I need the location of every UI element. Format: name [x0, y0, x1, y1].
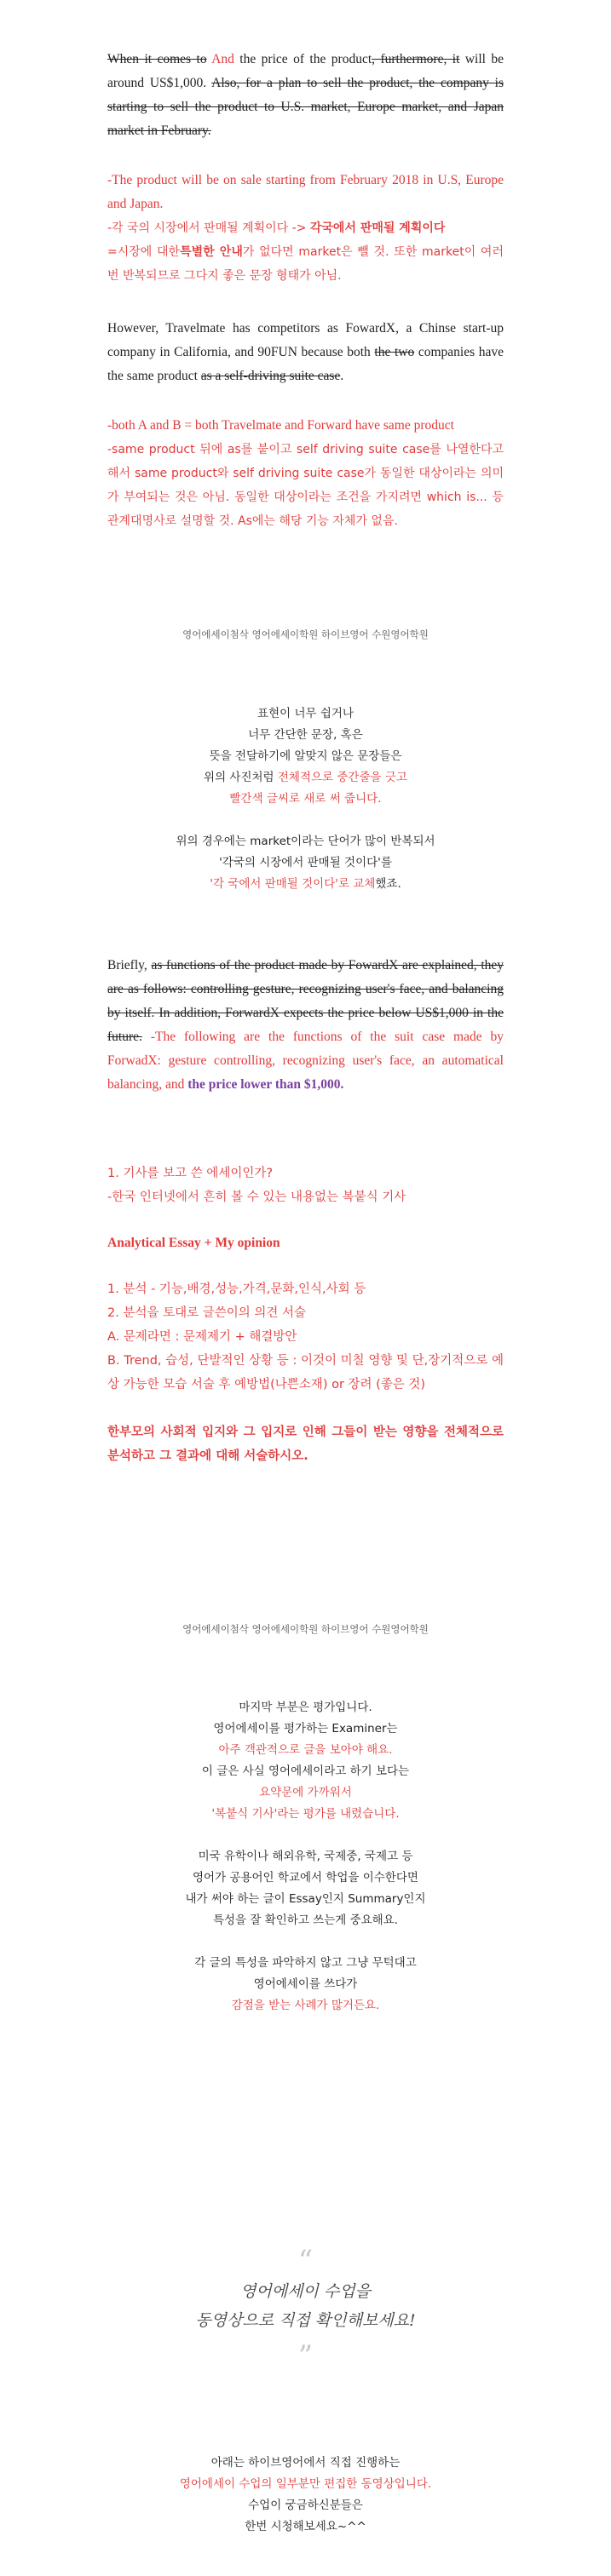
analysis-block	[107, 1162, 504, 1468]
commentary-line: 미국 유학이나 해외유학, 국제중, 국제고 등	[198, 1850, 413, 1863]
body-text: Briefly,	[107, 958, 147, 972]
commentary-line: 특성을 잘 확인하고 쓰는게 중요해요.	[212, 1913, 399, 1927]
struck-text: Also, for a plan to sell the product, the company is starting to sell the product to U.S. market, Europe market, and Japan market in February.	[107, 76, 504, 138]
inserted-text: -The following are the functions of the suit case made by ForwadX: gesture controlling, recognizing user's face, an automatical balancing, and	[107, 1030, 504, 1092]
correction-line	[107, 216, 504, 240]
commentary-line: 영어에세이를 평가하는 Examiner는	[213, 1722, 398, 1736]
struck-text: as a self-driving suite case	[200, 369, 341, 383]
correction-line	[107, 240, 504, 288]
correction-block-1	[107, 169, 504, 288]
commentary-line: 표현이 너무 쉽거나	[257, 707, 354, 720]
body-text: will be around US$1,000.	[107, 52, 504, 90]
commentary-line: 마지막 부분은 평가입니다.	[239, 1701, 372, 1714]
close-quote-icon: ”	[297, 2339, 314, 2373]
commentary-line: 빨간색 글씨로 새로 써 줍니다.	[229, 792, 382, 806]
commentary-line: '복붙식 기사'라는 평가를 내렸습니다.	[211, 1807, 400, 1821]
body-text: companies have the same product	[107, 345, 504, 383]
commentary-line: 내가 써야 하는 글이 Essay인지 Summary인지	[185, 1892, 426, 1906]
correction-text: -각 국의 시장에서 판매될 계획이다 ->	[107, 221, 307, 235]
callout-line: 동영상으로 직접 확인해보세요!	[195, 2311, 416, 2330]
correction-text: =시장에 대한	[107, 245, 181, 259]
commentary-block-2	[0, 1697, 611, 2017]
analysis-line: -한국 인터넷에서 흔히 볼 수 있는 내용없는 복붙식 기사	[107, 1190, 406, 1204]
commentary-text: 했죠.	[375, 877, 401, 891]
correction-text: 가 없다면 market은 뺄 것. 또한 market이 여러 번 반복되므로 그다지 좋은 문장 형태가 아님.	[107, 245, 504, 283]
image-caption: 영어에세이첨삭 영어에세이학원 하이브영어 수원영어학원	[182, 628, 429, 640]
commentary-highlight: '각 국에서 판매될 것이다'로 교체	[210, 877, 376, 891]
essay-paragraph-3	[107, 954, 504, 1097]
commentary-line: 수업이 궁금하신분들은	[248, 2499, 363, 2512]
commentary-block-1	[0, 703, 611, 895]
commentary-line: '각국의 시장에서 판매될 것이다'를	[219, 856, 392, 869]
commentary-line: 영어에세이 수업의 일부분만 편집한 동영상입니다.	[179, 2477, 432, 2491]
commentary-line: 너무 간단한 문장, 혹은	[248, 728, 363, 742]
commentary-line: 아래는 하이브영어에서 직접 진행하는	[210, 2456, 401, 2470]
commentary-line: 한번 시청해보세요~^^	[245, 2520, 366, 2533]
body-text: However, Travelmate has competitors as FowardX, a Chinse start-up company in California, and 90FUN because both	[107, 321, 504, 359]
correction-line: -both A and B = both Travelmate and Forward have same product	[107, 418, 454, 433]
commentary-highlight: 전체적으로 중간줄을 긋고	[277, 771, 407, 784]
struck-text: the two	[374, 345, 415, 359]
inserted-text: And	[211, 52, 234, 66]
essay-paragraph-1	[107, 48, 504, 143]
body-text: .	[340, 369, 344, 383]
commentary-line: 영어가 공용어인 학교에서 학업을 이수한다면	[193, 1871, 418, 1885]
open-quote-icon: “	[297, 2244, 314, 2278]
commentary-line	[0, 874, 611, 895]
correction-emphasis: 특별한 안내	[180, 245, 243, 259]
correction-emphasis: 각국에서 판매될 계획이다	[309, 221, 446, 235]
commentary-line: 뜻을 전달하기에 알맞지 않은 문장들은	[209, 749, 402, 763]
analysis-line: 1. 기사를 보고 쓴 에세이인가?	[107, 1167, 274, 1180]
correction-line: -The product will be on sale starting from February 2018 in U.S, Europe and Japan.	[107, 173, 504, 211]
body-text: the price of the product	[239, 52, 372, 66]
commentary-line: 감점을 받는 사례가 많거든요.	[231, 1999, 380, 2012]
struck-text: , furthermore, it	[372, 52, 460, 66]
analysis-line: B. Trend, 습성, 단발적인 상황 등 : 이것이 미칠 영향 및 단,장기적으로 예상 가능한 모습 서술 후 예방법(나쁜소재) or 장려 (좋은 것)	[107, 1354, 504, 1391]
analysis-prompt: 한부모의 사회적 입지와 그 입지로 인해 그들이 받는 영향을 전체적으로 분석하고 그 결과에 대해 서술하시오.	[107, 1426, 504, 1463]
struck-text: as functions of the product made by FowardX are explained, they are as follows: controlling gesture, recognizing user's face, and balancing by itself. In addition, ForwardX expects the price below US$1,000 in the future.	[107, 958, 504, 1044]
correction-line: -same product 뒤에 as를 붙이고 self driving suite case를 나열한다고 해서 same product와 self driving suite case가 동일한 대상이라는 의미가 부여되는 것은 아님. 동일한 대상이라는 조건을 가지려면 which is... 등 관계대명사로 설명할 것. As에는 해당 기능 자체가 없음.	[107, 443, 504, 528]
commentary-text: 위의 사진처럼	[204, 771, 274, 784]
commentary-line: 이 글은 사실 영어에세이라고 하기 보다는	[201, 1764, 410, 1778]
commentary-line: 위의 경우에는 market이라는 단어가 많이 반복되서	[176, 835, 435, 848]
commentary-line	[0, 767, 611, 789]
image-caption: 영어에세이첨삭 영어에세이학원 하이브영어 수원영어학원	[182, 1623, 429, 1635]
analysis-line: 1. 분석 - 기능,배경,성능,가격,문화,인식,사회 등	[107, 1282, 366, 1296]
commentary-line: 아주 객관적으로 글을 보아야 해요.	[218, 1743, 393, 1757]
callout-line: 영어에세이 수업을	[240, 2282, 371, 2301]
struck-text: When it comes to	[107, 52, 207, 66]
correction-block-2	[107, 414, 504, 533]
video-callout	[0, 2277, 611, 2335]
essay-paragraph-2	[107, 317, 504, 388]
inserted-emphasis: the price lower than $1,000.	[187, 1077, 344, 1092]
commentary-line: 영어에세이를 쓰다가	[253, 1977, 358, 1991]
analysis-line: A. 문제라면 : 문제제기 + 해결방안	[107, 1330, 297, 1344]
commentary-block-3	[0, 2453, 611, 2538]
commentary-line: 각 글의 특성을 파악하지 않고 그냥 무턱대고	[194, 1956, 417, 1970]
commentary-line: 요약문에 가까워서	[259, 1786, 352, 1799]
analysis-line: 2. 분석을 토대로 글쓴이의 의견 서술	[107, 1306, 306, 1320]
analysis-heading: Analytical Essay + My opinion	[107, 1236, 280, 1250]
